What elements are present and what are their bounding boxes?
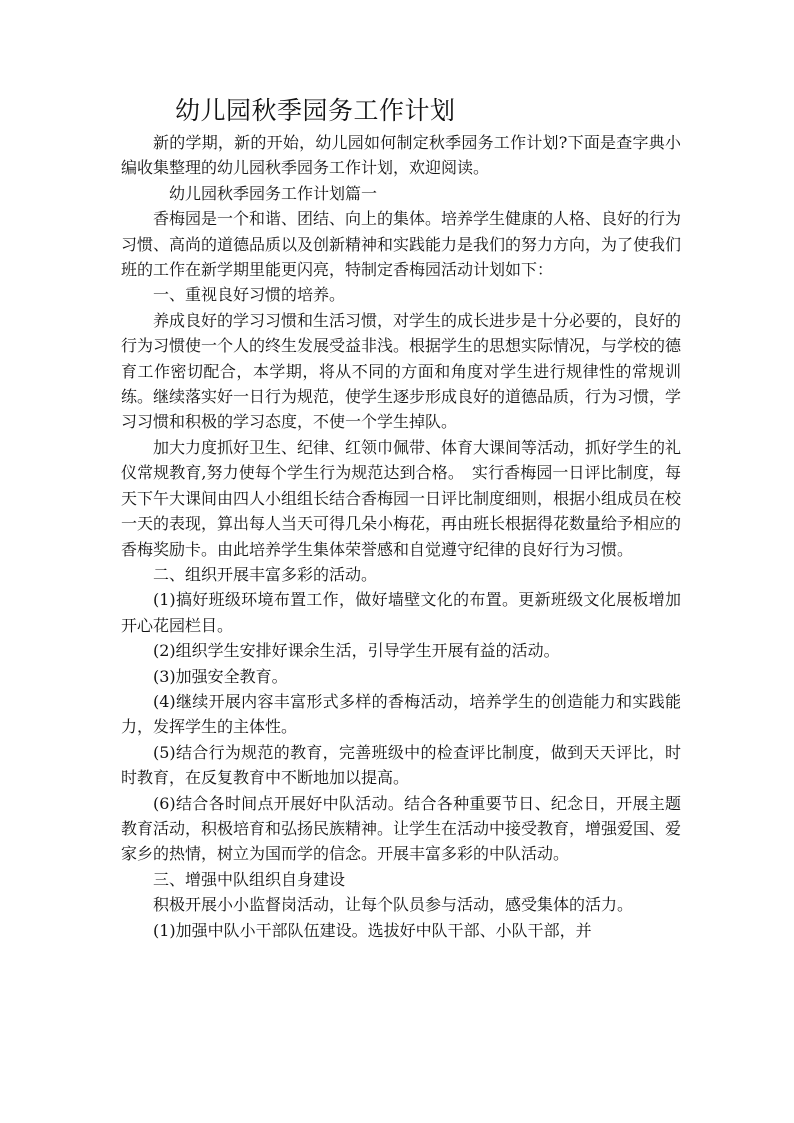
- paragraph: 香梅园是一个和谐、团结、向上的集体。培养学生健康的人格、良好的行为习惯、高尚的道德品质以及创新精神和实践能力是我们的努力方向，为了使我们班的工作在新学期里能更闪亮，特制定香梅园活动计划如下：: [121, 209, 682, 280]
- list-item: (2)组织学生安排好课余生活，引导学生开展有益的活动。: [153, 641, 560, 661]
- document-title: 幼儿园秋季园务工作计划: [175, 96, 456, 125]
- list-item: (3)加强安全教育。: [153, 666, 288, 686]
- paragraph: 新的学期，新的开始，幼儿园如何制定秋季园务工作计划?下面是查字典小编收集整理的幼儿园秋季园务工作计划，欢迎阅读。: [121, 133, 681, 178]
- section-heading: 一、重视良好习惯的培养。: [153, 285, 346, 305]
- list-item: (4)继续开展内容丰富形式多样的香梅活动，培养学生的创造能力和实践能力，发挥学生的主体性。: [121, 691, 681, 737]
- document-body: [121, 130, 681, 943]
- paragraph: 养成良好的学习习惯和生活习惯，对学生的成长进步是十分必要的，良好的行为习惯使一个人的终生发展受益非浅。根据学生的思想实际情况，与学校的德育工作密切配合，本学期，将从不同的方面和角度对学生进行规律性的常规训练。继续落实好一日行为规范，使学生逐步形成良好的道德品质，行为习惯，学习习惯和积极的学习态度，不使一个学生掉队。: [121, 310, 682, 432]
- section-heading: 三、增强中队组织自身建设: [153, 869, 346, 889]
- list-item: (5)结合行为规范的教育，完善班级中的检查评比制度，做到天天评比，时时教育，在反复教育中不断地加以提高。: [121, 742, 681, 788]
- section-heading: 二、组织开展丰富多彩的活动。: [153, 564, 378, 584]
- section-heading: 幼儿园秋季园务工作计划篇一: [169, 183, 378, 203]
- paragraph: 加大力度抓好卫生、纪律、红领巾佩带、体育大课间等活动，抓好学生的礼仪常规教育,努力使每个学生行为规范达到合格。 实行香梅园一日评比制度，每天下午大课间由四人小组组长结合香梅园一日评比制度细则，根据小组成员在校一天的表现，算出每人当天可得几朵小梅花，再由班长根据得花数量给予相应的香梅奖励卡。由此培养学生集体荣誉感和自觉遵守纪律的良好行为习惯。: [121, 437, 682, 559]
- list-item: (1)加强中队小干部队伍建设。选拔好中队干部、小队干部，并: [153, 920, 592, 940]
- paragraph: 积极开展小小监督岗活动，让每个队员参与活动，感受集体的活力。: [153, 895, 634, 915]
- list-item: (6)结合各时间点开展好中队活动。结合各种重要节日、纪念日，开展主题教育活动，积极培育和弘扬民族精神。让学生在活动中接受教育，增强爱国、爱家乡的热情，树立为国而学的信念。开展丰富多彩的中队活动。: [121, 793, 682, 864]
- list-item: (1)搞好班级环境布置工作，做好墙壁文化的布置。更新班级文化展板增加开心花园栏目。: [121, 590, 681, 635]
